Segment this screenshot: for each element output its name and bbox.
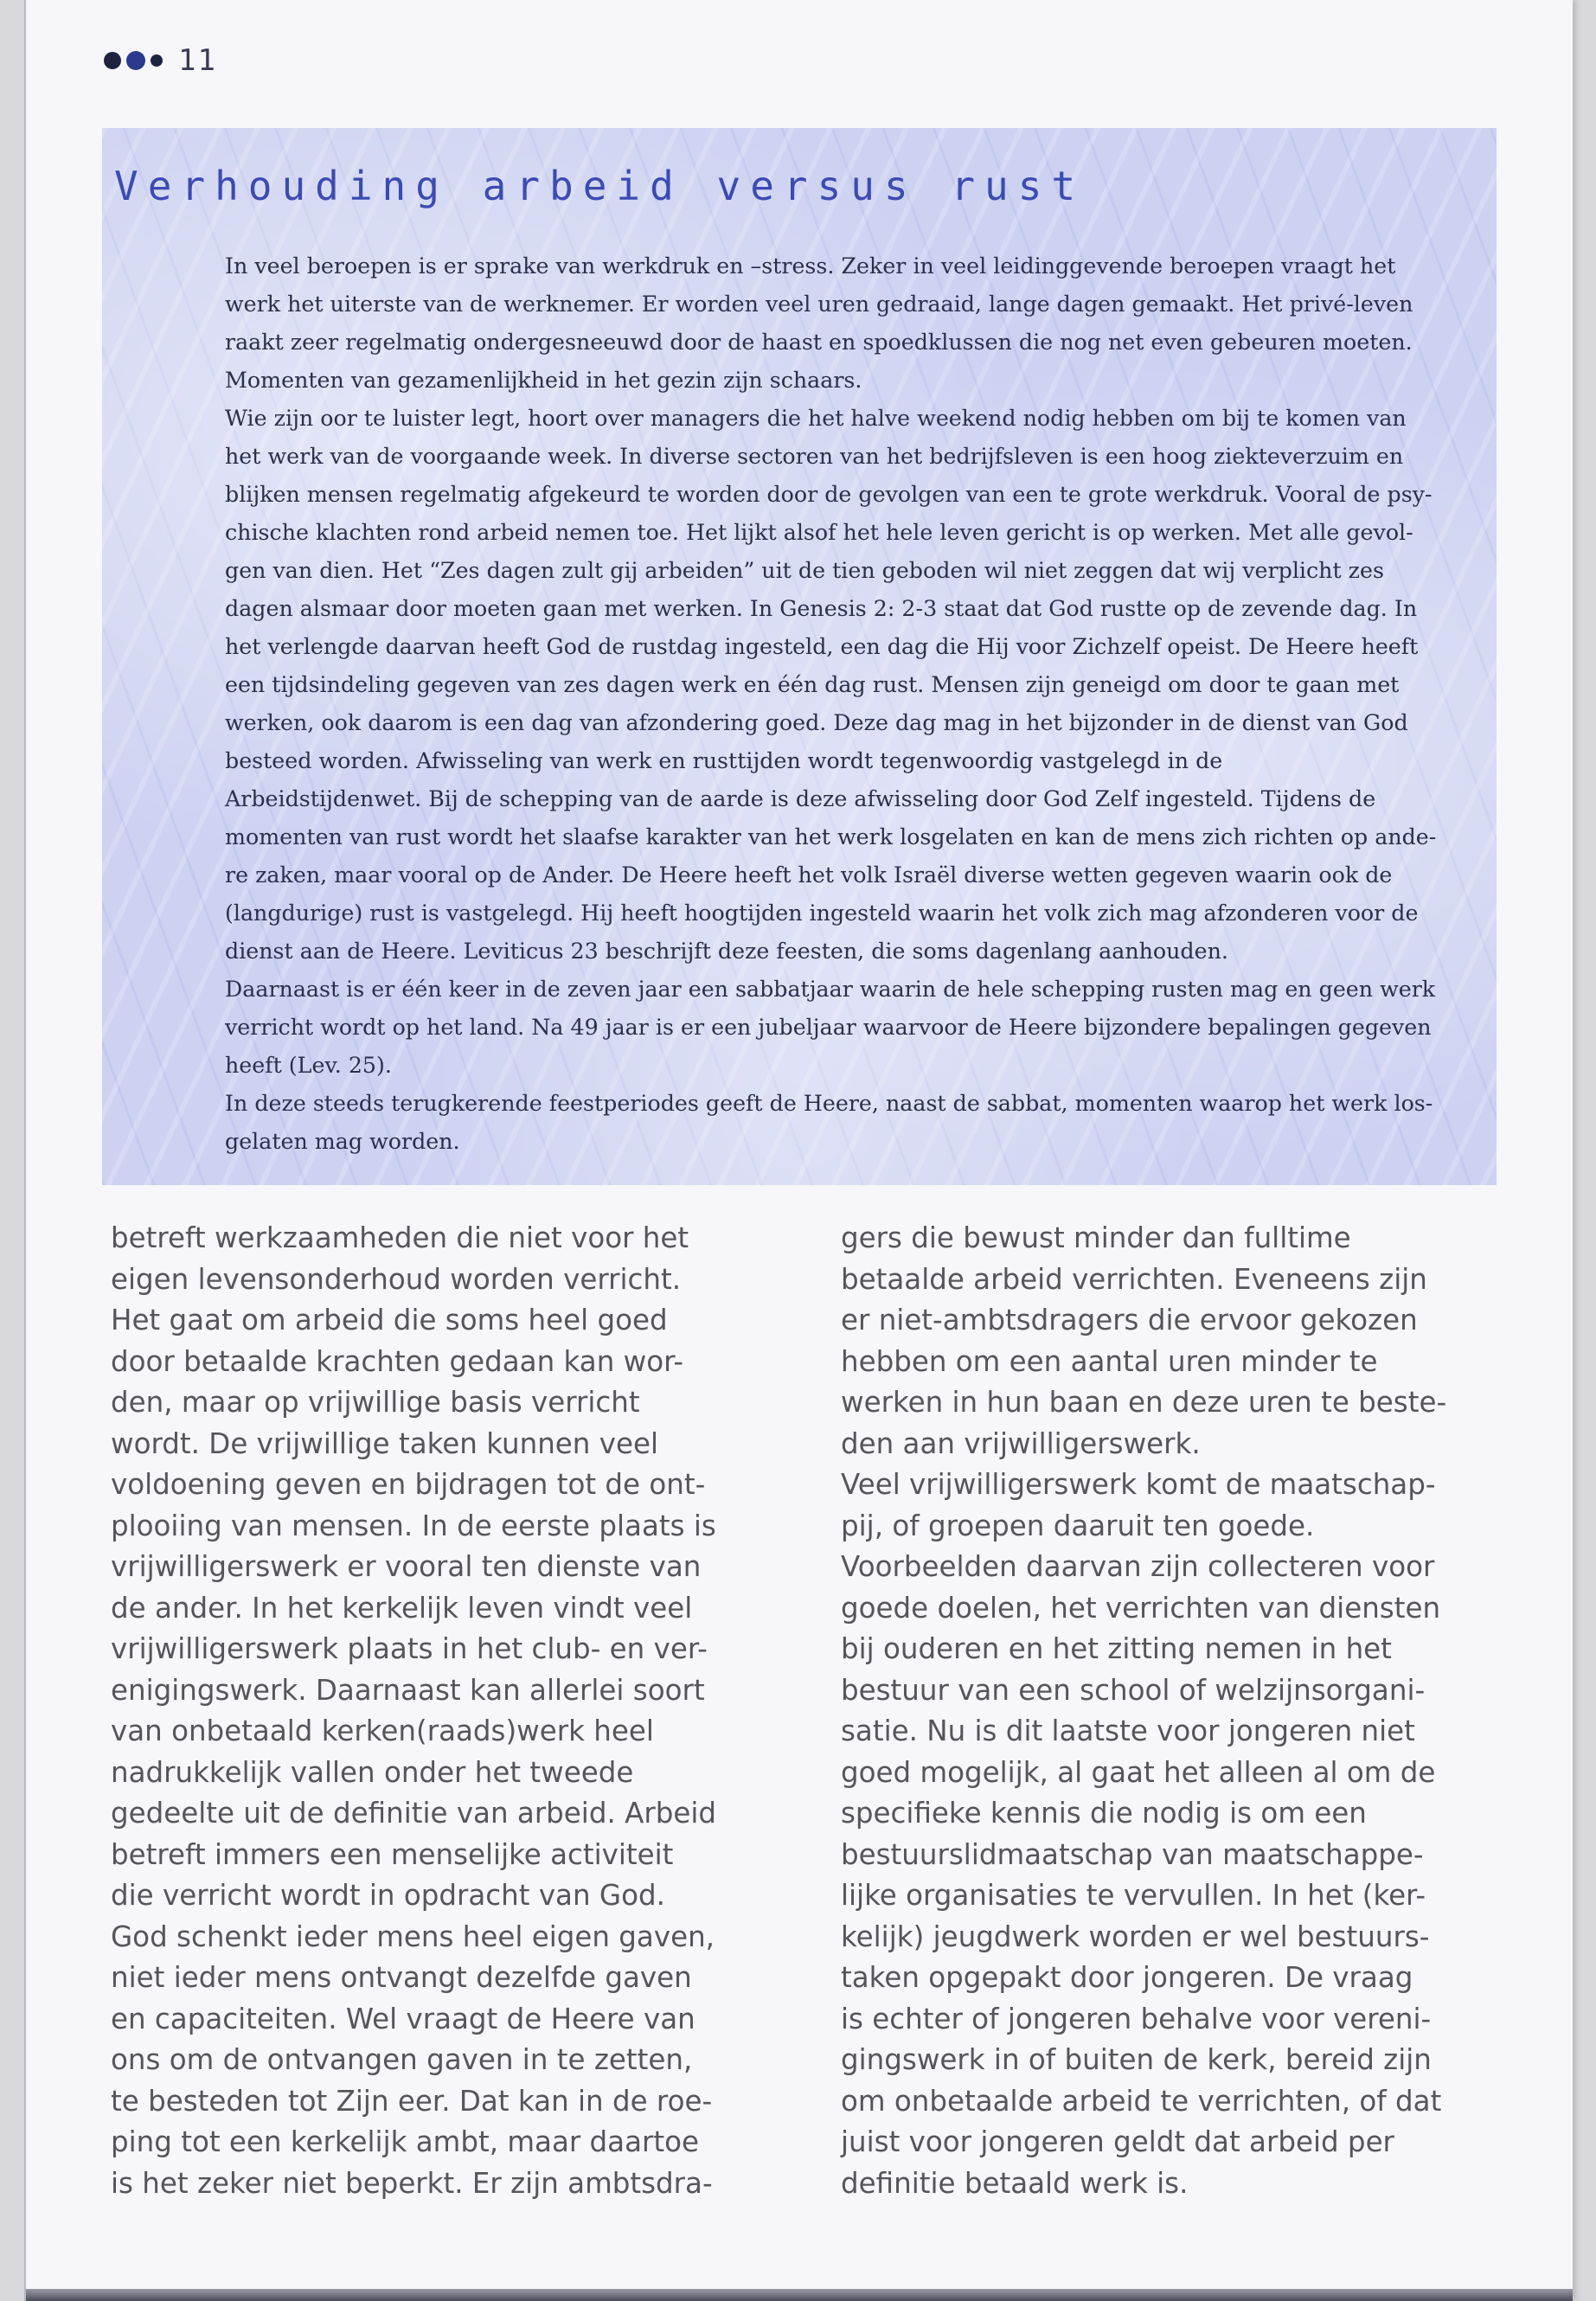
text-line: dagen alsmaar door moeten gaan met werken. In Genesis 2: 2-3 staat dat God rustte op de zevende dag. In — [225, 596, 1418, 621]
text-line: niet ieder mens ontvangt dezelfde gaven — [111, 1961, 692, 1994]
text-line: werken, ook daarom is een dag van afzondering goed. Deze dag mag in het bijzonder in de dienst van God — [225, 710, 1408, 735]
left-column — [111, 1218, 803, 2204]
text-line: wordt. De vrijwillige taken kunnen veel — [111, 1426, 658, 1460]
text-line: juist voor jongeren geldt dat arbeid per — [841, 2125, 1394, 2158]
text-line: den aan vrijwilligerswerk. — [841, 1426, 1201, 1460]
text-line: Arbeidstijdenwet. Bij de schepping van de aarde is deze afwisseling door God Zelf ingesteld. Tijdens de — [225, 786, 1376, 811]
text-line: lijke organisaties te vervullen. In het (ker- — [841, 1879, 1426, 1912]
text-line: betreft werkzaamheden die niet voor het — [111, 1221, 689, 1254]
text-line: In deze steeds terugkerende feestperiodes geeft de Heere, naast de sabbat, momenten waarop het werk los- — [225, 1091, 1433, 1116]
text-line: werken in hun baan en deze uren te beste- — [841, 1386, 1447, 1419]
text-line: ons om de ontvangen gaven in te zetten, — [111, 2043, 693, 2076]
text-line: Daarnaast is er één keer in de zeven jaar een sabbatjaar waarin de hele schepping rusten mag en geen werk — [225, 977, 1436, 1002]
page-number: 11 — [178, 43, 217, 78]
text-line: goede doelen, het verrichten van diensten — [841, 1591, 1441, 1625]
box-body — [225, 247, 1453, 1161]
text-line: Wie zijn oor te luister legt, hoort over managers die het halve weekend nodig hebben om bij te komen van — [225, 406, 1407, 431]
page-bottom-edge — [26, 2289, 1573, 2301]
text-line: gingswerk in of buiten de kerk, bereid zijn — [841, 2043, 1432, 2076]
text-line: goed mogelijk, al gaat het alleen al om de — [841, 1755, 1436, 1789]
text-line: gelaten mag worden. — [225, 1129, 460, 1154]
text-line: voldoening geven en bijdragen tot de ont- — [111, 1468, 706, 1501]
text-line: bij ouderen en het zitting nemen in het — [841, 1632, 1392, 1665]
text-line: een tijdsindeling gegeven van zes dagen werk en één dag rust. Mensen zijn geneigd om door te gaan met — [225, 672, 1400, 697]
text-line: kelijk) jeugdwerk worden er wel bestuurs- — [841, 1920, 1430, 1953]
box-title: Verhouding arbeid versus rust — [114, 163, 1086, 209]
text-line: is het zeker niet beperkt. Er zijn ambtsdra- — [111, 2166, 713, 2200]
text-line: het werk van de voorgaande week. In diverse sectoren van het bedrijfsleven is een hoog ziekteverzuim en — [225, 444, 1404, 469]
text-line: nadrukkelijk vallen onder het tweede — [111, 1755, 634, 1789]
text-line: pij, of groepen daaruit ten goede. — [841, 1509, 1315, 1542]
text-line: vrijwilligerswerk er vooral ten dienste van — [111, 1550, 702, 1583]
text-line: den, maar op vrijwillige basis verricht — [111, 1386, 640, 1419]
page-header — [104, 43, 217, 78]
text-line: de ander. In het kerkelijk leven vindt veel — [111, 1591, 693, 1625]
text-line: door betaalde krachten gedaan kan wor- — [111, 1344, 684, 1378]
text-line: hebben om een aantal uren minder te — [841, 1344, 1378, 1378]
text-line: raakt zeer regelmatig ondergesneeuwd door de haast en spoedklussen die nog net even gebeuren moeten. — [225, 330, 1413, 355]
dot-icon — [151, 54, 163, 67]
text-line: satie. Nu is dit laatste voor jongeren niet — [841, 1715, 1415, 1747]
text-line: besteed worden. Afwisseling van werk en rusttijden wordt tegenwoordig vastgelegd in de — [225, 748, 1223, 773]
text-line: en capaciteiten. Wel vraagt de Heere van — [111, 2002, 695, 2035]
text-line: betaalde arbeid verrichten. Eveneens zijn — [841, 1262, 1427, 1296]
text-line: blijken mensen regelmatig afgekeurd te worden door de gevolgen van een te grote werkdruk. Vooral de psy- — [225, 482, 1433, 507]
text-line: specifieke kennis die nodig is om een — [841, 1797, 1367, 1830]
right-column — [841, 1218, 1533, 2204]
text-line: om onbetaalde arbeid te verrichten, of dat — [841, 2084, 1442, 2118]
text-line: gen van dien. Het “Zes dagen zult gij arbeiden” uit de tien geboden wil niet zeggen dat wij verplicht zes — [225, 558, 1384, 583]
text-line: betreft immers een menselijke activiteit — [111, 1837, 674, 1871]
page — [24, 0, 1573, 2301]
text-line: werk het uiterste van de werknemer. Er worden veel uren gedraaid, lange dagen gemaakt. Het privé-leven — [225, 292, 1413, 317]
text-line: bestuurslidmaatschap van maatschappe- — [841, 1837, 1424, 1871]
text-line: vrijwilligerswerk plaats in het club- en ver- — [111, 1632, 708, 1665]
dot-icon — [126, 51, 145, 70]
text-line: eigen levensonderhoud worden verricht. — [111, 1262, 682, 1296]
text-line: In veel beroepen is er sprake van werkdruk en –stress. Zeker in veel leidinggevende beroepen vraagt het — [225, 253, 1396, 279]
text-line: chische klachten rond arbeid nemen toe. Het lijkt alsof het hele leven gericht is op werken. Met alle gevol- — [225, 520, 1413, 545]
text-line: (langdurige) rust is vastgelegd. Hij heeft hoogtijden ingesteld waarin het volk zich mag afzonderen voor de — [225, 901, 1419, 926]
text-line: het verlengde daarvan heeft God de rustdag ingesteld, een dag die Hij voor Zichzelf opeist. De Heere heeft — [225, 634, 1419, 659]
text-line: gedeelte uit de definitie van arbeid. Arbeid — [111, 1797, 717, 1830]
text-line: heeft (Lev. 25). — [225, 1053, 392, 1078]
text-line: verricht wordt op het land. Na 49 jaar is er een jubeljaar waarvoor de Heere bijzondere bepalingen gegeven — [225, 1015, 1432, 1040]
text-line: bestuur van een school of welzijnsorgani- — [841, 1673, 1426, 1707]
text-line: re zaken, maar vooral op de Ander. De Heere heeft het volk Israël diverse wetten gegeven waarin ook de — [225, 862, 1393, 888]
text-line: Het gaat om arbeid die soms heel goed — [111, 1304, 668, 1336]
text-line: van onbetaald kerken(raads)werk heel — [111, 1715, 654, 1747]
sidebar-box — [102, 128, 1497, 1185]
text-line: ping tot een kerkelijk ambt, maar daartoe — [111, 2125, 699, 2158]
text-line: Veel vrijwilligerswerk komt de maatschap- — [841, 1468, 1436, 1501]
text-line: te besteden tot Zijn eer. Dat kan in de roe- — [111, 2084, 713, 2118]
text-line: die verricht wordt in opdracht van God. — [111, 1879, 665, 1912]
text-line: plooiing van mensen. In de eerste plaats is — [111, 1509, 716, 1542]
text-line: gers die bewust minder dan fulltime — [841, 1221, 1351, 1254]
text-line: definitie betaald werk is. — [841, 2166, 1189, 2200]
text-line: momenten van rust wordt het slaafse karakter van het werk losgelaten en kan de mens zich richten op ande- — [225, 824, 1437, 849]
text-line: Voorbeelden daarvan zijn collecteren voor — [841, 1550, 1435, 1583]
text-line: Momenten van gezamenlijkheid in het gezin zijn schaars. — [225, 368, 862, 393]
text-line: God schenkt ieder mens heel eigen gaven, — [111, 1920, 715, 1953]
text-line: dienst aan de Heere. Leviticus 23 beschrijft deze feesten, die soms dagenlang aanhouden. — [225, 939, 1228, 964]
text-line: enigingswerk. Daarnaast kan allerlei soort — [111, 1673, 705, 1707]
text-line: er niet-ambtsdragers die ervoor gekozen — [841, 1304, 1418, 1336]
text-line: taken opgepakt door jongeren. De vraag — [841, 1961, 1413, 1994]
text-line: is echter of jongeren behalve voor vereni- — [841, 2002, 1432, 2035]
dot-icon — [104, 52, 121, 69]
